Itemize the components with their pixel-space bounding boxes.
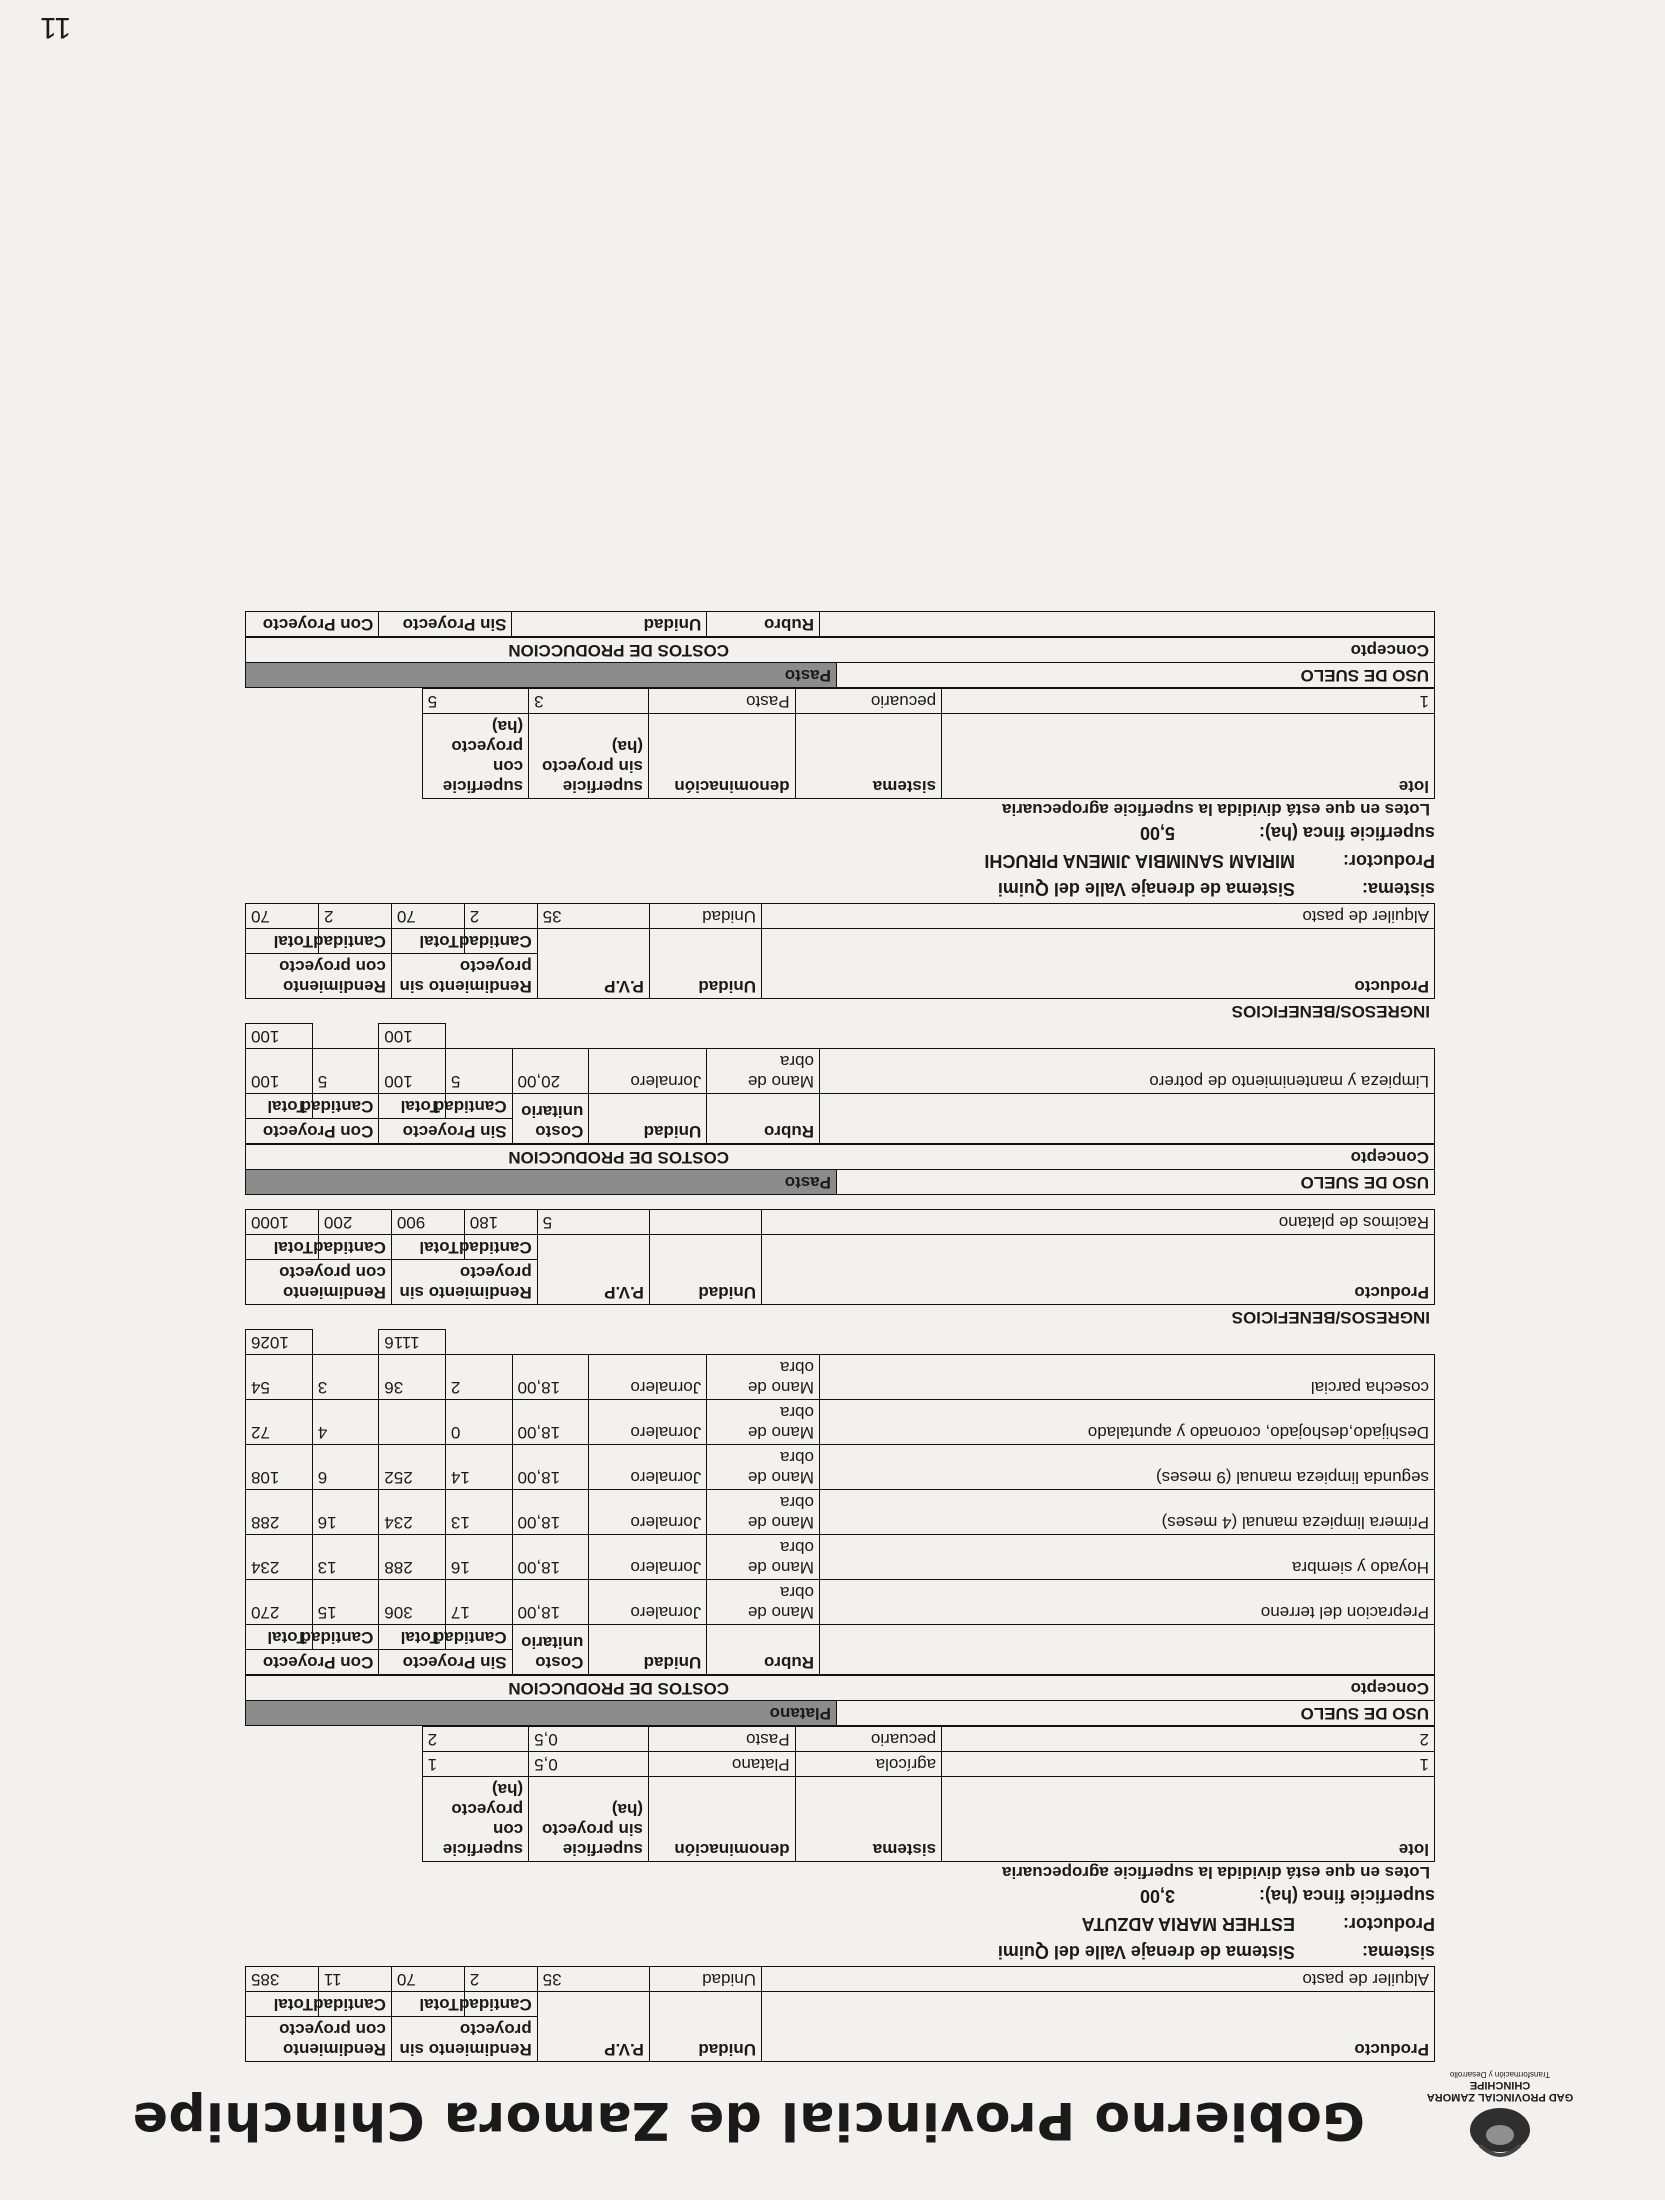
superficie-label: superficie finca (ha): bbox=[1258, 823, 1435, 844]
col-rubro: Rubro bbox=[707, 1625, 820, 1675]
table-row bbox=[246, 1400, 1435, 1445]
col-sin-proyecto: Sin Proyecto bbox=[379, 1650, 512, 1675]
cell: 1 bbox=[942, 1752, 1435, 1777]
table-row bbox=[246, 1580, 1435, 1625]
cell: 11 bbox=[318, 1967, 391, 1992]
concepto-label: Concepto bbox=[1350, 1679, 1429, 1698]
col-unidad: Unidad bbox=[589, 1625, 707, 1675]
cell: 270 bbox=[246, 1580, 313, 1625]
cell: 35 bbox=[537, 904, 649, 929]
costos-title-row-3 bbox=[245, 637, 1435, 662]
cell: 5 bbox=[445, 1049, 512, 1094]
costos-title-row bbox=[245, 1675, 1435, 1700]
col-unidad: Unidad bbox=[649, 1235, 761, 1305]
cell: 288 bbox=[246, 1490, 313, 1535]
sub-total: Total bbox=[246, 1235, 319, 1260]
total-sin: 1116 bbox=[379, 1330, 446, 1355]
superficie-row-2 bbox=[245, 819, 1435, 847]
col-lote: lote bbox=[942, 1777, 1435, 1862]
cell: 108 bbox=[246, 1445, 313, 1490]
cell: Jornalero bbox=[589, 1445, 707, 1490]
col-rend-sin: Rendimiento sin proyecto bbox=[391, 954, 537, 999]
sub-total: Total bbox=[391, 1235, 464, 1260]
cell: 70 bbox=[391, 904, 464, 929]
table-row bbox=[246, 1049, 1435, 1094]
ingresos-table-1 bbox=[245, 1966, 1435, 2062]
sub-cantidad: Cantidad bbox=[312, 1094, 379, 1119]
col-sup-con: superficie con proyecto (ha) bbox=[422, 714, 529, 799]
lotes-table-2 bbox=[315, 688, 1435, 799]
cell: 385 bbox=[246, 1967, 319, 1992]
sub-cantidad: Cantidad bbox=[318, 929, 391, 954]
cell: 2 bbox=[464, 904, 537, 929]
uso-suelo-row-3 bbox=[245, 662, 1435, 688]
sistema-value: Sistema de drenaje Valle del Quimi bbox=[997, 879, 1295, 900]
col-concepto bbox=[820, 1625, 1435, 1675]
lotes-title: Lotes en que está dividida la superficie agropecuaria bbox=[1002, 1863, 1430, 1882]
page-title: Gobierno Provincial de Zamora Chinchipe bbox=[132, 2090, 1365, 2150]
cell: Mano de obra bbox=[707, 1490, 820, 1535]
col-sup-con: superficie con proyecto (ha) bbox=[422, 1777, 529, 1862]
cell: Alquiler de pasto bbox=[762, 904, 1435, 929]
sub-cantidad: Cantidad bbox=[445, 1094, 512, 1119]
cell: 288 bbox=[379, 1535, 446, 1580]
page-number: 11 bbox=[40, 11, 72, 44]
uso-suelo-label: USO DE SUELO bbox=[837, 1169, 1435, 1195]
col-rend-sin: Rendimiento sin proyecto bbox=[391, 1260, 537, 1305]
cell: Mano de obra bbox=[707, 1400, 820, 1445]
sub-total: Total bbox=[379, 1094, 446, 1119]
page-header bbox=[35, 2060, 1635, 2180]
productor-value: ESTHER MARIA ADZUTA bbox=[1081, 1914, 1295, 1935]
col-denominacion: denominación bbox=[649, 714, 796, 799]
concepto-label: Concepto bbox=[1350, 1148, 1429, 1167]
cell: 18,00 bbox=[512, 1400, 589, 1445]
col-pvp: P.V.P bbox=[537, 1992, 649, 2062]
sistema-label: sistema: bbox=[1361, 1942, 1435, 1963]
col-rubro: Rubro bbox=[707, 1094, 820, 1144]
total-con: 100 bbox=[246, 1024, 313, 1049]
table-row bbox=[246, 1445, 1435, 1490]
cell: 13 bbox=[312, 1535, 379, 1580]
cell: Pasto bbox=[649, 689, 796, 714]
cell: 1 bbox=[422, 1752, 529, 1777]
productor-row-2 bbox=[245, 847, 1435, 875]
cell: 180 bbox=[464, 1210, 537, 1235]
cell: 70 bbox=[391, 1967, 464, 1992]
col-denominacion: denominación bbox=[649, 1777, 796, 1862]
cell: 17 bbox=[445, 1580, 512, 1625]
col-sistema: sistema bbox=[795, 714, 942, 799]
cell: 100 bbox=[246, 1049, 313, 1094]
sub-total: Total bbox=[379, 1625, 446, 1650]
cell: Jornalero bbox=[589, 1049, 707, 1094]
costos-label: COSTOS DE PRODUCCION bbox=[508, 1679, 729, 1698]
cell: segunda limpieza manual (9 meses) bbox=[820, 1445, 1435, 1490]
cell: Jornalero bbox=[589, 1490, 707, 1535]
col-sin-proyecto: Sin Proyecto bbox=[379, 1119, 512, 1144]
cell: pecuario bbox=[795, 1727, 942, 1752]
productor-value: MIRIAM SANIMBIA JIMENA PIRUCHI bbox=[984, 851, 1295, 872]
cell: 6 bbox=[312, 1445, 379, 1490]
cell: 3 bbox=[529, 689, 649, 714]
sistema-label: sistema: bbox=[1361, 879, 1435, 900]
sub-cantidad: Cantidad bbox=[464, 1992, 537, 2017]
col-pvp: P.V.P bbox=[537, 1235, 649, 1305]
cell: Jornalero bbox=[589, 1400, 707, 1445]
cell: 900 bbox=[391, 1210, 464, 1235]
cell: Primera limpieza manual (4 meses) bbox=[820, 1490, 1435, 1535]
table-row bbox=[316, 1752, 1435, 1777]
cell: 15 bbox=[312, 1580, 379, 1625]
cell: 2 bbox=[318, 904, 391, 929]
costos-table-3-header bbox=[245, 611, 1435, 637]
sub-cantidad: Cantidad bbox=[464, 929, 537, 954]
cell: 18,00 bbox=[512, 1535, 589, 1580]
cell: 5 bbox=[312, 1049, 379, 1094]
cell: 4 bbox=[312, 1400, 379, 1445]
cell: 16 bbox=[312, 1490, 379, 1535]
col-unidad: Unidad bbox=[649, 929, 761, 999]
cell: 20,00 bbox=[512, 1049, 589, 1094]
ingresos-title-2: INGRESOS/BENEFICIOS bbox=[1231, 1002, 1430, 1021]
cell: 306 bbox=[379, 1580, 446, 1625]
table-row bbox=[246, 1967, 1435, 1992]
col-con-proyecto: Con Proyecto bbox=[246, 1119, 379, 1144]
costos-table-2 bbox=[245, 1023, 1435, 1144]
col-unidad: Unidad bbox=[512, 612, 707, 637]
cell: 35 bbox=[537, 1967, 649, 1992]
sistema-row-2 bbox=[245, 875, 1435, 903]
cell: 18,00 bbox=[512, 1580, 589, 1625]
col-producto: Producto bbox=[762, 1992, 1435, 2062]
ingresos-table-2 bbox=[245, 1209, 1435, 1305]
logo-text: GAD PROVINCIAL ZAMORA CHINCHIPE bbox=[1426, 2079, 1574, 2103]
cell: 18,00 bbox=[512, 1445, 589, 1490]
col-con-proyecto: Con Proyecto bbox=[246, 1650, 379, 1675]
logo bbox=[1425, 2065, 1575, 2165]
sub-cantidad: Cantidad bbox=[318, 1992, 391, 2017]
costos-label: COSTOS DE PRODUCCION bbox=[508, 641, 729, 660]
cell: agrícola bbox=[795, 1752, 942, 1777]
cell: Racimos de platano bbox=[762, 1210, 1435, 1235]
emblem-icon bbox=[1450, 2105, 1550, 2165]
cell: Hoyado y siembra bbox=[820, 1535, 1435, 1580]
table-row bbox=[246, 1535, 1435, 1580]
productor-label: Productor: bbox=[1343, 1914, 1435, 1935]
cell: 3 bbox=[312, 1355, 379, 1400]
cell: 234 bbox=[379, 1490, 446, 1535]
sub-cantidad: Cantidad bbox=[464, 1235, 537, 1260]
cell: 72 bbox=[246, 1400, 313, 1445]
col-rend-con: Rendimiento con proyecto bbox=[246, 1260, 392, 1305]
col-unidad: Unidad bbox=[589, 1094, 707, 1144]
cell: 0,5 bbox=[529, 1752, 649, 1777]
sub-total: Total bbox=[246, 1094, 313, 1119]
cell: 234 bbox=[246, 1535, 313, 1580]
cell: 252 bbox=[379, 1445, 446, 1490]
superficie-label: superficie finca (ha): bbox=[1258, 1886, 1435, 1907]
cell: Jornalero bbox=[589, 1580, 707, 1625]
table-row bbox=[246, 1490, 1435, 1535]
cell: Deshijado,deshojado, coronado y apuntalado bbox=[820, 1400, 1435, 1445]
costos-label: COSTOS DE PRODUCCION bbox=[508, 1148, 729, 1167]
sub-cantidad: Cantidad bbox=[318, 1235, 391, 1260]
col-concepto bbox=[820, 612, 1435, 637]
concepto-label: Concepto bbox=[1350, 641, 1429, 660]
col-sup-sin: superficie sin proyecto (ha) bbox=[529, 1777, 649, 1862]
cell: 18,00 bbox=[512, 1355, 589, 1400]
ingresos-table-3 bbox=[245, 903, 1435, 999]
uso-suelo-row bbox=[245, 1700, 1435, 1726]
table-row bbox=[316, 1727, 1435, 1752]
uso-suelo-value: Pasto bbox=[245, 662, 837, 688]
cell: Pasto bbox=[649, 1727, 796, 1752]
cell: 1000 bbox=[246, 1210, 319, 1235]
cell: Unidad bbox=[649, 1967, 761, 1992]
cell: 1 bbox=[942, 689, 1435, 714]
col-rend-sin: Rendimiento sin proyecto bbox=[391, 2017, 537, 2062]
cell: pecuario bbox=[795, 689, 942, 714]
cell: 70 bbox=[246, 904, 319, 929]
productor-label: Productor: bbox=[1343, 851, 1435, 872]
cell: Mano de obra bbox=[707, 1355, 820, 1400]
col-costo: Costo unitario bbox=[512, 1625, 589, 1675]
cell: Unidad bbox=[649, 904, 761, 929]
uso-suelo-value: Platano bbox=[245, 1700, 837, 1726]
cell: Mano de obra bbox=[707, 1535, 820, 1580]
cell: Prepracion del terreno bbox=[820, 1580, 1435, 1625]
cell bbox=[379, 1400, 446, 1445]
cell: 18,00 bbox=[512, 1490, 589, 1535]
cell: 0,5 bbox=[529, 1727, 649, 1752]
sub-total: Total bbox=[246, 1992, 319, 2017]
sub-total: Total bbox=[391, 1992, 464, 2017]
cell: 100 bbox=[379, 1049, 446, 1094]
cell: 2 bbox=[942, 1727, 1435, 1752]
totals-row bbox=[246, 1024, 1435, 1049]
cell: 36 bbox=[379, 1355, 446, 1400]
col-rend-con: Rendimiento con proyecto bbox=[246, 954, 392, 999]
col-pvp: P.V.P bbox=[537, 929, 649, 999]
ingresos-title-1: INGRESOS/BENEFICIOS bbox=[1231, 1308, 1430, 1327]
cell bbox=[649, 1210, 761, 1235]
sistema-row bbox=[245, 1938, 1435, 1966]
col-producto: Producto bbox=[762, 929, 1435, 999]
sistema-value: Sistema de drenaje Valle del Quimi bbox=[997, 1942, 1295, 1963]
cell: 2 bbox=[445, 1355, 512, 1400]
cell: Limpieza y mantenimiento de potrero bbox=[820, 1049, 1435, 1094]
cell: 13 bbox=[445, 1490, 512, 1535]
col-unidad: Unidad bbox=[649, 1992, 761, 2062]
cell: 14 bbox=[445, 1445, 512, 1490]
total-sin: 100 bbox=[379, 1024, 446, 1049]
cell: cosecha parcial bbox=[820, 1355, 1435, 1400]
cell: Platano bbox=[649, 1752, 796, 1777]
col-rend-con: Rendimiento con proyecto bbox=[246, 2017, 392, 2062]
costos-title-row-2 bbox=[245, 1144, 1435, 1169]
cell: Mano de obra bbox=[707, 1580, 820, 1625]
cell: 200 bbox=[318, 1210, 391, 1235]
sub-total: Total bbox=[246, 929, 319, 954]
cell: Mano de obra bbox=[707, 1049, 820, 1094]
cell: 5 bbox=[422, 689, 529, 714]
col-concepto bbox=[820, 1094, 1435, 1144]
cell: 16 bbox=[445, 1535, 512, 1580]
totals-row bbox=[246, 1330, 1435, 1355]
costos-table-1 bbox=[245, 1329, 1435, 1675]
col-con-proyecto: Con Proyecto bbox=[246, 612, 379, 637]
cell: Jornalero bbox=[589, 1355, 707, 1400]
cell: Mano de obra bbox=[707, 1445, 820, 1490]
cell: Jornalero bbox=[589, 1535, 707, 1580]
sub-total: Total bbox=[391, 929, 464, 954]
cell: 0 bbox=[445, 1400, 512, 1445]
content bbox=[245, 611, 1435, 2062]
table-row bbox=[246, 904, 1435, 929]
col-lote: lote bbox=[942, 714, 1435, 799]
sub-total: Total bbox=[246, 1625, 313, 1650]
superficie-row bbox=[245, 1882, 1435, 1910]
cell: 2 bbox=[422, 1727, 529, 1752]
logo-subtitle: Transformación y Desarrollo bbox=[1449, 2070, 1551, 2079]
uso-suelo-label: USO DE SUELO bbox=[837, 662, 1435, 688]
superficie-value: 5,00 bbox=[1139, 823, 1175, 844]
col-sistema: sistema bbox=[795, 1777, 942, 1862]
cell: 2 bbox=[464, 1967, 537, 1992]
sub-cantidad: Cantidad bbox=[445, 1625, 512, 1650]
uso-suelo-row-2 bbox=[245, 1169, 1435, 1195]
sub-cantidad: Cantidad bbox=[312, 1625, 379, 1650]
superficie-value: 3,00 bbox=[1139, 1886, 1175, 1907]
cell: Alquiler de pasto bbox=[762, 1967, 1435, 1992]
table-row bbox=[246, 1210, 1435, 1235]
productor-row bbox=[245, 1910, 1435, 1938]
col-producto: Producto bbox=[762, 1235, 1435, 1305]
cell: 5 bbox=[537, 1210, 649, 1235]
col-rubro: Rubro bbox=[707, 612, 820, 637]
uso-suelo-label: USO DE SUELO bbox=[837, 1700, 1435, 1726]
total-con: 1026 bbox=[246, 1330, 313, 1355]
table-row bbox=[246, 1355, 1435, 1400]
col-sup-sin: superficie sin proyecto (ha) bbox=[529, 714, 649, 799]
table-row bbox=[316, 689, 1435, 714]
col-costo: Costo unitario bbox=[512, 1094, 589, 1144]
uso-suelo-value: Pasto bbox=[245, 1169, 837, 1195]
lotes-title-2: Lotes en que está dividida la superficie agropecuaria bbox=[1002, 800, 1430, 819]
cell: 54 bbox=[246, 1355, 313, 1400]
lotes-table-1 bbox=[315, 1726, 1435, 1862]
col-sin-proyecto: Sin Proyecto bbox=[379, 612, 512, 637]
